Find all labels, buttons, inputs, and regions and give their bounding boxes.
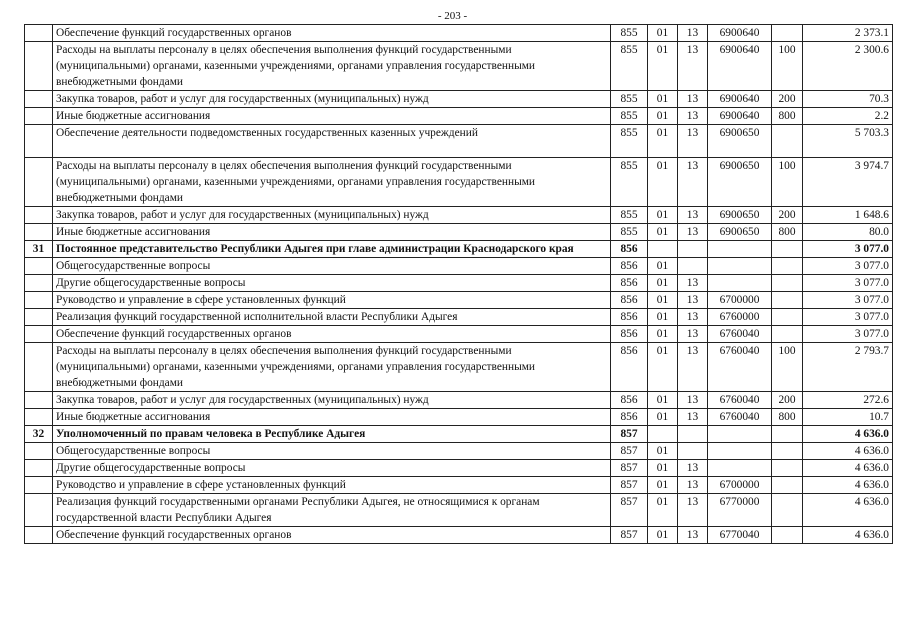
subsection-code-cell: 13 — [678, 326, 708, 343]
amount-cell: 3 077.0 — [803, 241, 893, 258]
row-number-cell — [25, 108, 53, 125]
row-number-cell — [25, 494, 53, 527]
table-row — [25, 309, 893, 326]
subsection-code-cell: 13 — [678, 292, 708, 309]
table-row — [25, 326, 893, 343]
expense-name-cell: Закупка товаров, работ и услуг для государственных (муниципальных) нужд — [53, 91, 611, 108]
subsection-code-cell: 13 — [678, 275, 708, 292]
section-code-cell: 01 — [648, 158, 678, 207]
expense-type-code-cell: 200 — [772, 392, 803, 409]
subsection-code-cell: 13 — [678, 527, 708, 544]
row-number-cell — [25, 275, 53, 292]
row-number-cell — [25, 125, 53, 158]
table-body — [25, 25, 893, 544]
row-number-cell — [25, 91, 53, 108]
subsection-code-cell: 13 — [678, 309, 708, 326]
section-code-cell: 01 — [648, 25, 678, 42]
department-code-cell: 855 — [611, 108, 648, 125]
expense-name-cell: Расходы на выплаты персоналу в целях обеспечения выполнения функций государственными (муниципальными) органами, казенными учреждениями, органами управления государственными внебюджетными фондами — [53, 343, 611, 392]
department-code-cell: 855 — [611, 207, 648, 224]
row-number-cell — [25, 25, 53, 42]
section-code-cell: 01 — [648, 258, 678, 275]
expense-name-cell: Руководство и управление в сфере установленных функций — [53, 292, 611, 309]
department-code-cell: 857 — [611, 494, 648, 527]
table-row — [25, 108, 893, 125]
amount-cell: 3 974.7 — [803, 158, 893, 207]
target-article-code-cell — [708, 241, 772, 258]
target-article-code-cell: 6900640 — [708, 42, 772, 91]
subsection-code-cell: 13 — [678, 158, 708, 207]
department-code-cell: 856 — [611, 326, 648, 343]
expense-name-cell: Иные бюджетные ассигнования — [53, 108, 611, 125]
table-row — [25, 392, 893, 409]
amount-cell: 3 077.0 — [803, 326, 893, 343]
section-code-cell: 01 — [648, 207, 678, 224]
expense-name-cell: Руководство и управление в сфере установленных функций — [53, 477, 611, 494]
department-code-cell: 857 — [611, 527, 648, 544]
section-code-cell: 01 — [648, 42, 678, 91]
row-number-cell — [25, 443, 53, 460]
expense-type-code-cell — [772, 241, 803, 258]
row-number-cell — [25, 207, 53, 224]
target-article-code-cell: 6900650 — [708, 207, 772, 224]
expense-type-code-cell: 200 — [772, 91, 803, 108]
target-article-code-cell — [708, 443, 772, 460]
department-code-cell: 855 — [611, 224, 648, 241]
table-row — [25, 258, 893, 275]
subsection-code-cell — [678, 241, 708, 258]
subsection-code-cell — [678, 443, 708, 460]
target-article-code-cell: 6770000 — [708, 494, 772, 527]
row-number-cell — [25, 409, 53, 426]
expense-name-cell: Иные бюджетные ассигнования — [53, 409, 611, 426]
target-article-code-cell: 6900650 — [708, 224, 772, 241]
target-article-code-cell — [708, 460, 772, 477]
subsection-code-cell: 13 — [678, 91, 708, 108]
section-code-cell — [648, 241, 678, 258]
department-code-cell: 856 — [611, 309, 648, 326]
amount-cell: 4 636.0 — [803, 494, 893, 527]
subsection-code-cell: 13 — [678, 125, 708, 158]
table-row — [25, 494, 893, 527]
subsection-code-cell: 13 — [678, 207, 708, 224]
expense-name-cell: Общегосударственные вопросы — [53, 443, 611, 460]
page-number: - 203 - — [437, 10, 468, 22]
row-number-cell — [25, 42, 53, 91]
subsection-code-cell: 13 — [678, 42, 708, 91]
amount-cell: 4 636.0 — [803, 460, 893, 477]
section-code-cell: 01 — [648, 125, 678, 158]
table-row — [25, 292, 893, 309]
expense-type-code-cell — [772, 527, 803, 544]
expense-type-code-cell — [772, 494, 803, 527]
department-code-cell: 856 — [611, 292, 648, 309]
expense-name-cell: Обеспечение функций государственных органов — [53, 25, 611, 42]
expense-name-cell: Обеспечение функций государственных органов — [53, 326, 611, 343]
expense-name-cell: Обеспечение деятельности подведомственных государственных казенных учреждений — [53, 125, 611, 158]
expense-name-cell: Расходы на выплаты персоналу в целях обеспечения выполнения функций государственными (муниципальными) органами, казенными учреждениями, органами управления государственными внебюджетными фондами — [53, 158, 611, 207]
row-number-cell — [25, 460, 53, 477]
department-code-cell: 856 — [611, 275, 648, 292]
expense-type-code-cell: 800 — [772, 108, 803, 125]
section-code-cell: 01 — [648, 108, 678, 125]
section-code-cell: 01 — [648, 91, 678, 108]
target-article-code-cell: 6900640 — [708, 25, 772, 42]
expense-name-cell: Обеспечение функций государственных органов — [53, 527, 611, 544]
amount-cell: 3 077.0 — [803, 275, 893, 292]
table-row — [25, 207, 893, 224]
department-code-cell: 857 — [611, 460, 648, 477]
amount-cell: 5 703.3 — [803, 125, 893, 158]
amount-cell: 10.7 — [803, 409, 893, 426]
expense-type-code-cell: 800 — [772, 224, 803, 241]
section-code-cell: 01 — [648, 224, 678, 241]
subsection-code-cell — [678, 258, 708, 275]
section-code-cell: 01 — [648, 477, 678, 494]
row-number-cell — [25, 392, 53, 409]
expense-type-code-cell: 200 — [772, 207, 803, 224]
table-row — [25, 25, 893, 42]
target-article-code-cell: 6900640 — [708, 108, 772, 125]
subsection-code-cell: 13 — [678, 477, 708, 494]
amount-cell: 4 636.0 — [803, 527, 893, 544]
section-code-cell: 01 — [648, 275, 678, 292]
expense-type-code-cell: 100 — [772, 42, 803, 91]
target-article-code-cell: 6700000 — [708, 477, 772, 494]
budget-table — [24, 24, 893, 544]
subsection-code-cell: 13 — [678, 494, 708, 527]
expense-name-cell: Другие общегосударственные вопросы — [53, 275, 611, 292]
expense-name-cell: Реализация функций государственными органами Республики Адыгея, не относящимися к органам государственной власти Республики Адыгея — [53, 494, 611, 527]
subsection-code-cell — [678, 426, 708, 443]
expense-name-cell: Общегосударственные вопросы — [53, 258, 611, 275]
expense-name-cell: Закупка товаров, работ и услуг для государственных (муниципальных) нужд — [53, 392, 611, 409]
department-code-cell: 855 — [611, 42, 648, 91]
expense-type-code-cell — [772, 258, 803, 275]
department-code-cell: 855 — [611, 91, 648, 108]
amount-cell: 80.0 — [803, 224, 893, 241]
row-number-cell: 32 — [25, 426, 53, 443]
amount-cell: 4 636.0 — [803, 443, 893, 460]
target-article-code-cell: 6900640 — [708, 91, 772, 108]
amount-cell: 3 077.0 — [803, 309, 893, 326]
amount-cell: 70.3 — [803, 91, 893, 108]
table-row — [25, 477, 893, 494]
expense-type-code-cell — [772, 326, 803, 343]
expense-name-cell: Расходы на выплаты персоналу в целях обеспечения выполнения функций государственными (муниципальными) органами, казенными учреждениями, органами управления государственными внебюджетными фондами — [53, 42, 611, 91]
expense-name-cell: Другие общегосударственные вопросы — [53, 460, 611, 477]
target-article-code-cell: 6770040 — [708, 527, 772, 544]
table-row — [25, 460, 893, 477]
row-number-cell — [25, 258, 53, 275]
section-code-cell: 01 — [648, 343, 678, 392]
row-number-cell — [25, 158, 53, 207]
department-code-cell: 855 — [611, 125, 648, 158]
amount-cell: 2.2 — [803, 108, 893, 125]
section-code-cell: 01 — [648, 460, 678, 477]
subsection-code-cell: 13 — [678, 343, 708, 392]
table-row — [25, 224, 893, 241]
expense-type-code-cell — [772, 292, 803, 309]
target-article-code-cell: 6900650 — [708, 125, 772, 158]
section-code-cell: 01 — [648, 443, 678, 460]
expense-type-code-cell — [772, 275, 803, 292]
subsection-code-cell: 13 — [678, 409, 708, 426]
expense-type-code-cell — [772, 125, 803, 158]
department-code-cell: 855 — [611, 158, 648, 207]
department-code-cell: 857 — [611, 443, 648, 460]
row-number-cell: 31 — [25, 241, 53, 258]
table-row — [25, 275, 893, 292]
table-row — [25, 241, 893, 258]
row-number-cell — [25, 326, 53, 343]
expense-name-cell: Уполномоченный по правам человека в Республике Адыгея — [53, 426, 611, 443]
section-code-cell: 01 — [648, 392, 678, 409]
department-code-cell: 857 — [611, 477, 648, 494]
row-number-cell — [25, 477, 53, 494]
department-code-cell: 856 — [611, 392, 648, 409]
expense-type-code-cell — [772, 25, 803, 42]
target-article-code-cell — [708, 258, 772, 275]
amount-cell: 3 077.0 — [803, 292, 893, 309]
department-code-cell: 856 — [611, 409, 648, 426]
expense-type-code-cell — [772, 426, 803, 443]
target-article-code-cell: 6700000 — [708, 292, 772, 309]
section-code-cell: 01 — [648, 309, 678, 326]
department-code-cell: 857 — [611, 426, 648, 443]
department-code-cell: 856 — [611, 258, 648, 275]
target-article-code-cell: 6900650 — [708, 158, 772, 207]
table-row — [25, 443, 893, 460]
expense-type-code-cell — [772, 477, 803, 494]
row-number-cell — [25, 224, 53, 241]
amount-cell: 2 793.7 — [803, 343, 893, 392]
section-code-cell: 01 — [648, 326, 678, 343]
expense-type-code-cell — [772, 443, 803, 460]
table-row — [25, 527, 893, 544]
subsection-code-cell: 13 — [678, 392, 708, 409]
expense-type-code-cell: 100 — [772, 158, 803, 207]
row-number-cell — [25, 292, 53, 309]
table-row — [25, 91, 893, 108]
section-code-cell: 01 — [648, 494, 678, 527]
target-article-code-cell — [708, 275, 772, 292]
subsection-code-cell: 13 — [678, 108, 708, 125]
amount-cell: 3 077.0 — [803, 258, 893, 275]
department-code-cell: 856 — [611, 343, 648, 392]
table-row — [25, 409, 893, 426]
target-article-code-cell — [708, 426, 772, 443]
expense-type-code-cell: 800 — [772, 409, 803, 426]
amount-cell: 2 300.6 — [803, 42, 893, 91]
table-row — [25, 158, 893, 207]
section-code-cell: 01 — [648, 527, 678, 544]
expense-type-code-cell: 100 — [772, 343, 803, 392]
table-row — [25, 125, 893, 158]
target-article-code-cell: 6760000 — [708, 309, 772, 326]
department-code-cell: 856 — [611, 241, 648, 258]
target-article-code-cell: 6760040 — [708, 326, 772, 343]
section-code-cell: 01 — [648, 409, 678, 426]
expense-name-cell: Закупка товаров, работ и услуг для государственных (муниципальных) нужд — [53, 207, 611, 224]
expense-name-cell: Постоянное представительство Республики Адыгея при главе администрации Краснодарского края — [53, 241, 611, 258]
target-article-code-cell: 6760040 — [708, 343, 772, 392]
row-number-cell — [25, 343, 53, 392]
section-code-cell — [648, 426, 678, 443]
section-code-cell: 01 — [648, 292, 678, 309]
amount-cell: 4 636.0 — [803, 426, 893, 443]
amount-cell: 272.6 — [803, 392, 893, 409]
amount-cell: 2 373.1 — [803, 25, 893, 42]
expense-type-code-cell — [772, 309, 803, 326]
department-code-cell: 855 — [611, 25, 648, 42]
subsection-code-cell: 13 — [678, 25, 708, 42]
table-row — [25, 343, 893, 392]
target-article-code-cell: 6760040 — [708, 392, 772, 409]
table-row — [25, 42, 893, 91]
amount-cell: 1 648.6 — [803, 207, 893, 224]
subsection-code-cell: 13 — [678, 460, 708, 477]
expense-name-cell: Реализация функций государственной исполнительной власти Республики Адыгея — [53, 309, 611, 326]
expense-name-cell: Иные бюджетные ассигнования — [53, 224, 611, 241]
amount-cell: 4 636.0 — [803, 477, 893, 494]
subsection-code-cell: 13 — [678, 224, 708, 241]
table-row — [25, 426, 893, 443]
row-number-cell — [25, 309, 53, 326]
expense-type-code-cell — [772, 460, 803, 477]
row-number-cell — [25, 527, 53, 544]
target-article-code-cell: 6760040 — [708, 409, 772, 426]
